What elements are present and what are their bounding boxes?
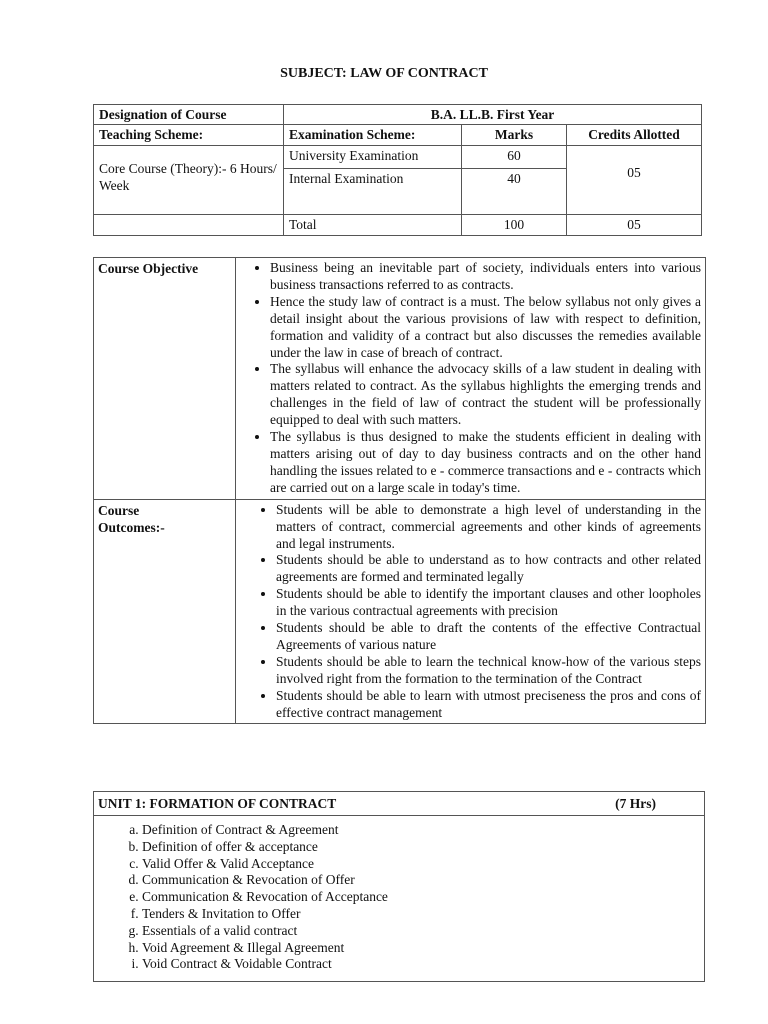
exam-row-name: University Examination — [284, 146, 462, 169]
course-outcomes-label — [94, 499, 236, 724]
list-item: h. Void Agreement & Illegal Agreement — [142, 940, 700, 957]
core-course-cell: Core Course (Theory):- 6 Hours/ Week — [94, 146, 284, 215]
marks-label: Marks — [462, 125, 567, 146]
course-objective-label: Course Objective — [94, 258, 236, 500]
exam-scheme-label: Examination Scheme: — [284, 125, 462, 146]
list-item: • Hence the study law of contract is a must. The below syllabus not only gives a detail insight about the various provisions of law with respect to definition, formation and validity of a contract but also discusses the remedies available under the law in case of breach of contract. — [270, 294, 701, 362]
list-item: c. Valid Offer & Valid Acceptance — [142, 856, 700, 873]
credits-label: Credits Allotted — [567, 125, 702, 146]
exam-row-marks: 60 — [462, 146, 567, 169]
list-item: f. Tenders & Invitation to Offer — [142, 906, 700, 923]
unit-1-title: UNIT 1: FORMATION OF CONTRACT — [98, 796, 337, 811]
course-outcomes-content — [236, 499, 706, 724]
objective-list — [240, 260, 701, 497]
outcome-list — [240, 502, 701, 722]
list-item: a. Definition of Contract & Agreement — [142, 822, 700, 839]
credits-value: 05 — [567, 146, 702, 215]
list-item: • Students should be able to draft the contents of the effective Contractual Agreements of various nature — [276, 620, 701, 654]
list-item: • Students should be able to learn with utmost preciseness the pros and cons of effective contract management — [276, 688, 701, 722]
designation-value: B.A. LL.B. First Year — [284, 105, 702, 125]
teaching-scheme-label: Teaching Scheme: — [94, 125, 284, 146]
blank-cell — [94, 215, 284, 236]
unit-1-header — [94, 792, 705, 816]
course-outcomes-label-text: Course Outcomes:- — [98, 502, 165, 535]
list-item: i. Void Contract & Voidable Contract — [142, 956, 700, 973]
list-item: • Students should be able to understand as to how contracts and other related agreements are formed and terminated legally — [276, 552, 701, 586]
exam-row-marks: 40 — [462, 169, 567, 215]
designation-label: Designation of Course — [94, 105, 284, 125]
unit-1-content — [94, 816, 705, 982]
list-item: • Students will be able to demonstrate a high level of understanding in the matters of contract, commercial agreements and other kinds of agreements and legal instruments. — [276, 502, 701, 553]
list-item: b. Definition of offer & acceptance — [142, 839, 700, 856]
list-item: d. Communication & Revocation of Offer — [142, 872, 700, 889]
list-item: g. Essentials of a valid contract — [142, 923, 700, 940]
list-item: • The syllabus will enhance the advocacy skills of a law student in dealing with matters related to contract. As the syllabus highlights the emerging trends and challenges in the field of law of contract the student will be professionally equipped to deal with such matters. — [270, 361, 701, 429]
unit-1-hours: (7 Hrs) — [615, 796, 656, 811]
list-item: e. Communication & Revocation of Acceptance — [142, 889, 700, 906]
list-item: • Students should be able to identify the important clauses and other loopholes in the various contractual agreements with precision — [276, 586, 701, 620]
total-credits: 05 — [567, 215, 702, 236]
objectives-outcomes-table — [93, 257, 706, 724]
course-scheme-table — [93, 104, 702, 236]
list-item: • Business being an inevitable part of society, individuals enters into various business transactions referred to as contracts. — [270, 260, 701, 294]
total-marks: 100 — [462, 215, 567, 236]
document-title: SUBJECT: LAW OF CONTRACT — [280, 66, 488, 81]
list-item: • The syllabus is thus designed to make the students efficient in dealing with matters arising out of day to day business contracts and on the other hand handling the issues related to e - commerce transactions and e - contracts which are carried out on a large scale in today's time. — [270, 429, 701, 497]
exam-row-name: Internal Examination — [284, 169, 462, 215]
course-objective-content — [236, 258, 706, 500]
total-label: Total — [284, 215, 462, 236]
unit-1-table — [93, 791, 705, 982]
list-item: • Students should be able to learn the technical know-how of the various steps involved right from the formation to the termination of the Contract — [276, 654, 701, 688]
unit-1-topic-list — [98, 822, 700, 973]
